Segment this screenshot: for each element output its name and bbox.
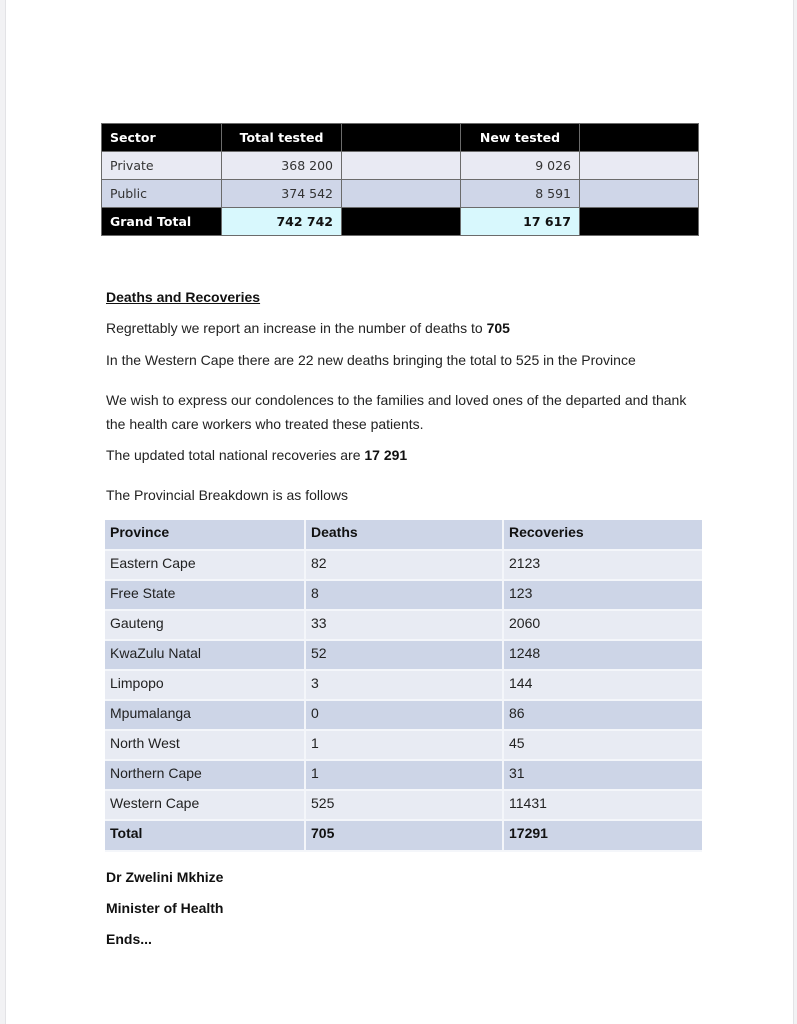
breakdown-intro: The Provincial Breakdown is as follows — [106, 487, 348, 503]
deaths-cell: 1 — [305, 760, 503, 790]
provincial-table-header — [105, 520, 702, 550]
header-total-tested: Total tested — [222, 124, 342, 152]
province-cell: Free State — [105, 580, 305, 610]
deaths-text: Regrettably we report an increase in the number of deaths to — [106, 320, 487, 336]
testing-table — [101, 123, 699, 236]
table-row — [105, 640, 702, 670]
deaths-cell: 0 — [305, 700, 503, 730]
western-cape-paragraph: In the Western Cape there are 22 new deaths bringing the total to 525 in the Province — [106, 352, 636, 368]
new-tested-cell: 8 591 — [461, 180, 580, 208]
header-new-tested: New tested — [461, 124, 580, 152]
table-row — [105, 550, 702, 580]
table-row — [105, 700, 702, 730]
recoveries-cell: 123 — [503, 580, 702, 610]
table-row — [105, 610, 702, 640]
signatory-title: Minister of Health — [106, 900, 224, 916]
recoveries-cell: 86 — [503, 700, 702, 730]
total-label: Total — [105, 820, 305, 851]
table-row — [105, 670, 702, 700]
total-tested-cell: 374 542 — [222, 180, 342, 208]
recoveries-cell: 31 — [503, 760, 702, 790]
table-row — [105, 790, 702, 820]
province-cell: Northern Cape — [105, 760, 305, 790]
empty-cell — [342, 180, 461, 208]
table-row — [105, 730, 702, 760]
document-page — [5, 0, 794, 1024]
new-tested-cell: 9 026 — [461, 152, 580, 180]
province-cell: Western Cape — [105, 790, 305, 820]
provincial-table — [105, 520, 702, 852]
empty-cell — [342, 152, 461, 180]
province-cell: North West — [105, 730, 305, 760]
recoveries-cell: 1248 — [503, 640, 702, 670]
deaths-cell: 82 — [305, 550, 503, 580]
sector-cell: Private — [102, 152, 222, 180]
recoveries-cell: 2123 — [503, 550, 702, 580]
grand-total-tested: 742 742 — [222, 208, 342, 236]
table-row — [105, 760, 702, 790]
deaths-cell: 1 — [305, 730, 503, 760]
grand-total-row — [102, 208, 699, 236]
recoveries-cell: 45 — [503, 730, 702, 760]
table-row — [102, 180, 699, 208]
total-deaths: 705 — [305, 820, 503, 851]
testing-table-header — [102, 124, 699, 152]
recoveries-paragraph — [106, 443, 407, 467]
table-row — [102, 152, 699, 180]
header-sector: Sector — [102, 124, 222, 152]
header-empty-1 — [342, 124, 461, 152]
total-tested-cell: 368 200 — [222, 152, 342, 180]
deaths-cell: 525 — [305, 790, 503, 820]
deaths-cell: 3 — [305, 670, 503, 700]
header-province: Province — [105, 520, 305, 550]
header-recoveries: Recoveries — [503, 520, 702, 550]
grand-total-new-tested: 17 617 — [461, 208, 580, 236]
signatory-name: Dr Zwelini Mkhize — [106, 869, 224, 885]
total-row — [105, 820, 702, 851]
province-cell: Mpumalanga — [105, 700, 305, 730]
table-row — [105, 580, 702, 610]
province-cell: KwaZulu Natal — [105, 640, 305, 670]
grand-total-label: Grand Total — [102, 208, 222, 236]
deaths-paragraph — [106, 316, 510, 340]
province-cell: Gauteng — [105, 610, 305, 640]
header-empty-2 — [580, 124, 699, 152]
sector-cell: Public — [102, 180, 222, 208]
recoveries-total: 17 291 — [364, 447, 408, 463]
condolences-paragraph: We wish to express our condolences to the families and loved ones of the departed and thank the health care workers who treated these patients. — [106, 392, 687, 432]
empty-cell — [580, 180, 699, 208]
deaths-cell: 8 — [305, 580, 503, 610]
province-cell: Limpopo — [105, 670, 305, 700]
deaths-cell: 33 — [305, 610, 503, 640]
recoveries-cell: 2060 — [503, 610, 702, 640]
recoveries-cell: 11431 — [503, 790, 702, 820]
empty-cell — [580, 208, 699, 236]
deaths-total: 705 — [486, 320, 510, 336]
province-cell: Eastern Cape — [105, 550, 305, 580]
section-heading: Deaths and Recoveries — [106, 289, 261, 305]
recoveries-cell: 144 — [503, 670, 702, 700]
deaths-cell: 52 — [305, 640, 503, 670]
total-recoveries: 17291 — [503, 820, 702, 851]
empty-cell — [342, 208, 461, 236]
ends-marker: Ends... — [106, 931, 152, 947]
header-deaths: Deaths — [305, 520, 503, 550]
recoveries-text: The updated total national recoveries are — [106, 447, 365, 463]
empty-cell — [580, 152, 699, 180]
